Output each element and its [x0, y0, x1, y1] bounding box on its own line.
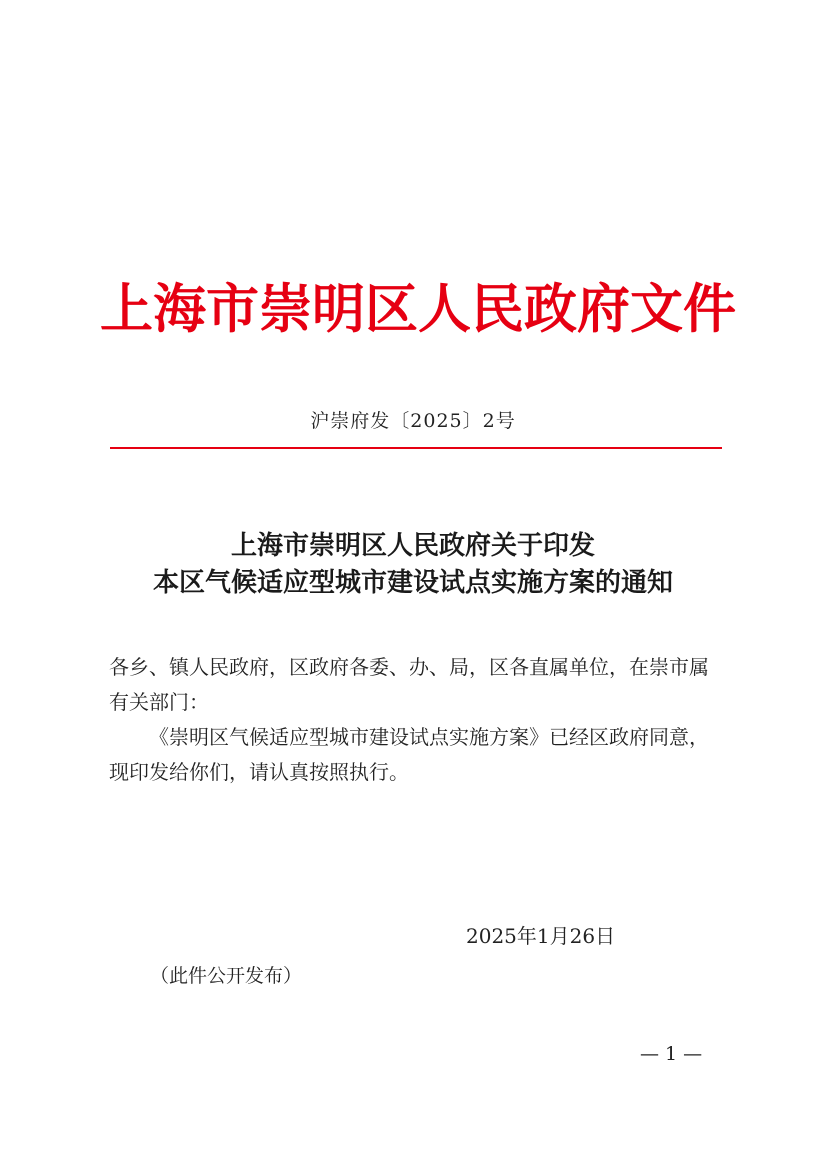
release-note: （此件公开发布） — [150, 965, 303, 987]
notice-body — [109, 650, 725, 790]
issue-date: 2025年1月26日 — [466, 924, 616, 948]
document-masthead: 上海市崇明区人民政府文件 — [100, 278, 736, 340]
page-number: — 1 — — [640, 1043, 703, 1065]
body-paragraph: 《崇明区气候适应型城市建设试点实施方案》已经区政府同意，现印发给你们，请认真按照执行。 — [109, 725, 709, 784]
notice-title-line-1: 上海市崇明区人民政府关于印发 — [230, 531, 595, 561]
red-divider-line — [110, 447, 722, 449]
addressee-line: 各乡、镇人民政府，区政府各委、办、局，区各直属单位，在崇市属有关部门： — [109, 655, 709, 714]
document-number: 沪崇府发〔2025〕2号 — [310, 410, 516, 432]
notice-title-line-2: 本区气候适应型城市建设试点实施方案的通知 — [152, 568, 673, 598]
notice-title — [0, 528, 826, 602]
